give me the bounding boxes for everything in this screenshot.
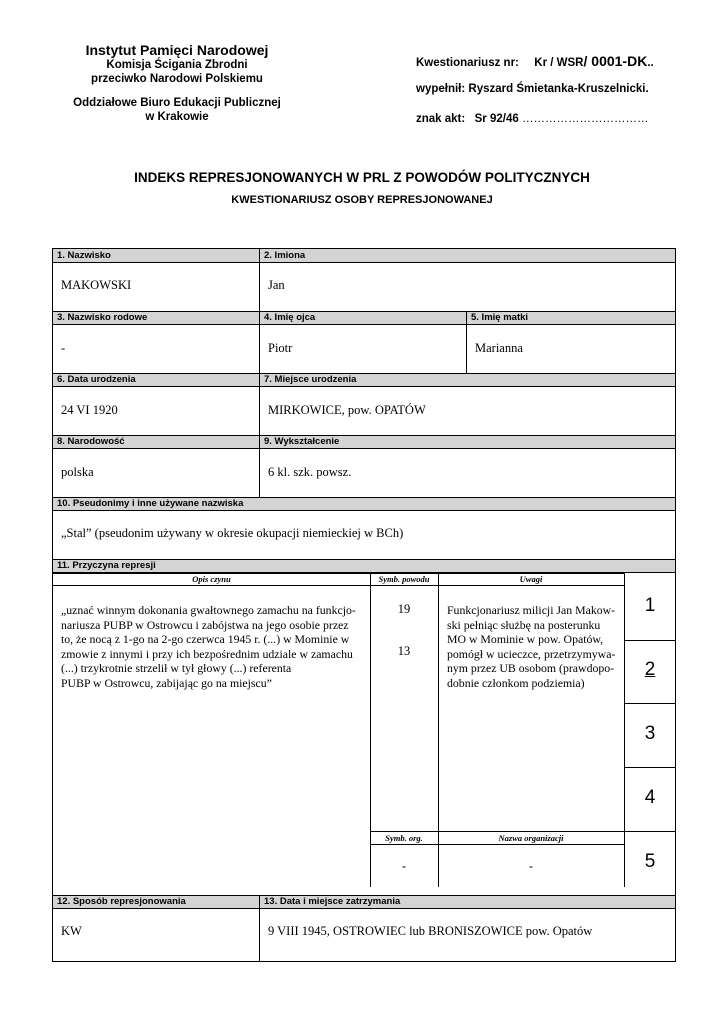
remarks-line: MO w Mominie w pow. Opatów, [447,632,604,646]
page-number-2: 2 [644,659,656,680]
file-reference-label: znak akt: [416,113,466,125]
repression-method-value: KW [61,924,82,938]
description-line: (...) trzykrotnie strzelił w tył głowy (...) referenta [61,661,292,675]
birth-surname-label: 3. Nazwisko rodowe [57,312,148,323]
education-label: 9. Wykształcenie [264,436,340,447]
mother-name-value: Marianna [475,341,523,355]
form-frame [52,248,676,962]
commission-line-2: przeciwko Narodowi Polskiemu [91,73,263,85]
father-name-value: Piotr [268,341,293,355]
commission-line-1: Komisja Ścigania Zbrodni [106,59,248,71]
repression-method-label: 12. Sposób represjonowania [57,896,186,907]
birth-date-value: 24 VI 1920 [61,403,118,417]
remarks-line: ski pełniąc służbę na posterunku [447,617,601,632]
filled-by-value: Ryszard Śmietanka-Kruszelnicki [468,83,646,95]
remarks-line: pomógł w ucieczce, przetrzymywa- [447,646,616,661]
header-bar-4 [53,435,675,449]
repression-label: 11. Przyczyna represji [57,560,156,571]
nationality-value: polska [61,465,94,479]
issuer-block [52,42,302,124]
org-symbol-column-header: Symb. org. [385,833,423,843]
org-name-value: - [528,859,534,873]
page-number-5: 5 [644,851,656,872]
first-names-label: 2. Imiona [264,250,306,261]
page-number-3: 3 [644,723,656,744]
page-number-1: 1 [644,595,656,616]
arrest-label: 13. Data i miejsce zatrzymania [264,896,401,907]
remarks-line: dobnie członkom podziemia) [447,675,585,690]
nationality-label: 8. Narodowość [57,436,125,447]
birth-place-value: MIRKOWICE, pow. OPATÓW [268,403,426,417]
first-names-value: Jan [268,278,285,292]
page-number-4: 4 [644,787,656,808]
pseudonyms-value: „Stal” (pseudonim używany w okresie okupacji niemieckiej w BCh) [61,526,404,540]
file-reference-dots: …………………………… [521,113,649,125]
description-line: nariusza PUBP w Ostrowcu i zabójstwa na jego osobie przez [61,617,349,632]
remarks-line: nym przez UB osobom (prawdopo- [447,661,615,675]
questionnaire-number [416,53,654,69]
education-value: 6 kl. szk. powsz. [268,465,352,479]
questionnaire-prefix: Kr / WSR [534,57,584,69]
remarks-line: Funkcjonariusz milicji Jan Makow- [447,603,616,617]
remarks-text [447,603,615,690]
remarks-column-header: Uwagi [519,574,543,584]
father-name-label: 4. Imię ojca [264,312,316,323]
surname-value: MAKOWSKI [61,278,132,292]
birth-date-label: 6. Data urodzenia [57,374,136,385]
page-title: INDEKS REPRESJONOWANYCH W PRL Z POWODÓW POLITYCZNYCH [134,170,590,185]
questionnaire-number-label: Kwestionariusz nr: [416,57,519,69]
reason-symbol-column-header: Symb. powodu [378,574,430,584]
org-symbol-value: - [401,859,407,873]
filled-by [416,83,649,95]
surname-label: 1. Nazwisko [57,250,111,261]
description-line: „uznać winnym dokonania gwałtownego zamachu na funkcjo- [61,603,356,617]
questionnaire-number-value: / 0001-DK [583,53,648,69]
description-line: PUBP w Ostrowcu, zabijając go na miejscu” [61,675,272,690]
act-description [61,603,356,690]
birth-place-label: 7. Miejsce urodzenia [264,374,357,385]
org-name-column-header: Nazwa organizacji [498,833,564,843]
file-reference-value: Sr 92/46 [474,113,519,125]
arrest-value: 9 VIII 1945, OSTROWIEC lub BRONISZOWICE pow. Opatów [268,924,593,938]
mother-name-label: 5. Imię matki [471,312,529,323]
header-bar-3 [53,373,675,387]
reason-symbol-2: 13 [397,644,411,658]
page-subtitle: KWESTIONARIUSZ OSOBY REPRESJONOWANEJ [231,194,493,206]
description-line: to, że nocą z 1-go na 2-go czerwca 1945 r. (...) w Mominie w [61,632,350,646]
filled-by-label: wypełnił: [416,83,466,95]
filled-by-suffix: . [645,83,649,95]
pseudonyms-label: 10. Pseudonimy i inne używane nazwiska [57,498,244,509]
file-reference [416,113,648,125]
birth-surname-value: - [61,341,66,355]
questionnaire-suffix: .. [647,57,654,69]
institution-name: Instytut Pamięci Narodowej [85,42,269,58]
description-column-header: Opis czynu [192,574,231,584]
header-bar-1 [53,249,675,263]
reason-symbol-1: 19 [397,602,411,616]
description-line: zmowie z innymi i przy ich bezpośrednim udziale w zamachu [61,646,353,661]
office-line-2: w Krakowie [145,111,209,123]
office-line-1: Oddziałowe Biuro Edukacji Publicznej [73,97,281,109]
